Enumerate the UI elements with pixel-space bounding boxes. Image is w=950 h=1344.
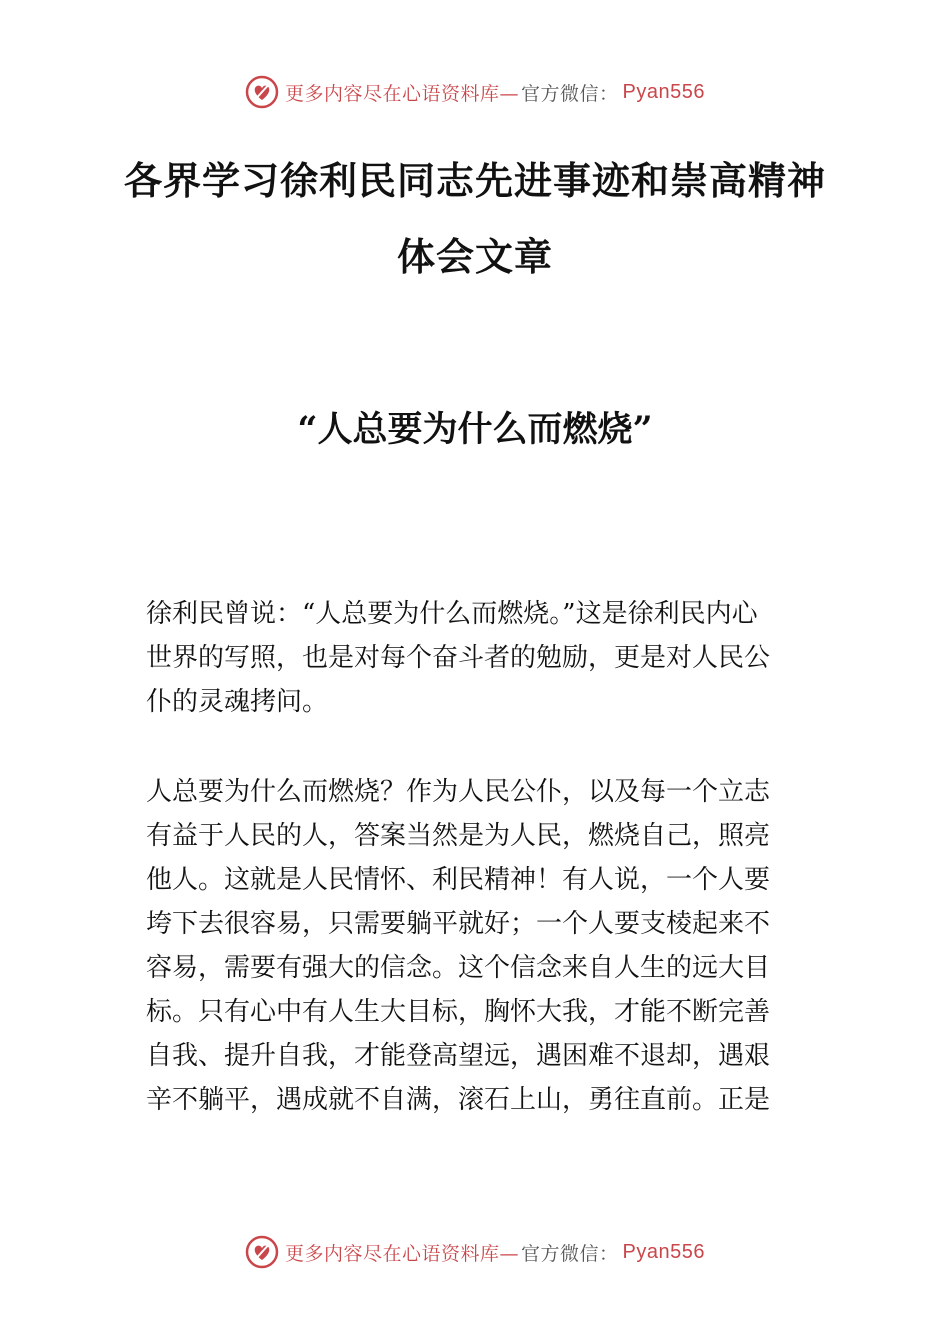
- paragraph-2: [146, 770, 808, 1122]
- document-title-line1: 各界学习徐利民同志先进事迹和崇高精神: [123, 158, 826, 203]
- paragraph-line: 容易，需要有强大的信念。这个信念来自人生的远大目: [146, 953, 771, 983]
- paragraph-line: 辛不躺平，遇成就不自满，滚石上山，勇往直前。正是: [146, 1085, 771, 1115]
- paragraph-line: 标。只有心中有人生大目标，胸怀大我，才能不断完善: [146, 997, 771, 1027]
- paragraph-line: 他人。这就是人民情怀、利民精神！有人说，一个人要: [146, 865, 771, 895]
- heart-logo-icon: [245, 1235, 279, 1269]
- heart-logo-icon: [245, 75, 279, 109]
- banner-wechat-label: 官方微信：: [521, 82, 619, 105]
- footer-banner: [0, 1232, 950, 1272]
- paragraph-line: 垮下去很容易，只需要躺平就好；一个人要支棱起来不: [146, 909, 771, 939]
- paragraph-line: 世界的写照，也是对每个奋斗者的勉励，更是对人民公: [146, 643, 771, 673]
- banner-wechat-id: Pyan556: [622, 80, 705, 103]
- paragraph-line: 仆的灵魂拷问。: [146, 687, 329, 717]
- paragraph-1: [146, 592, 808, 724]
- paragraph-line: 自我、提升自我，才能登高望远，遇困难不退却，遇艰: [146, 1041, 771, 1071]
- document-title-line2: 体会文章: [396, 234, 553, 279]
- paragraph-line: 有益于人民的人，答案当然是为人民，燃烧自己，照亮: [146, 821, 771, 851]
- banner-text: 更多内容尽在心语资料库—: [285, 82, 520, 105]
- header-banner: [0, 72, 950, 112]
- banner-wechat-label: 官方微信：: [521, 1242, 619, 1265]
- banner-wechat-id: Pyan556: [622, 1240, 705, 1263]
- banner-text: 更多内容尽在心语资料库—: [285, 1242, 520, 1265]
- paragraph-line: 人总要为什么而燃烧？作为人民公仆，以及每一个立志: [146, 777, 771, 807]
- paragraph-line: 徐利民曾说：“人总要为什么而燃烧。”这是徐利民内心: [146, 599, 758, 629]
- article-subtitle: “人总要为什么而燃烧”: [297, 409, 653, 450]
